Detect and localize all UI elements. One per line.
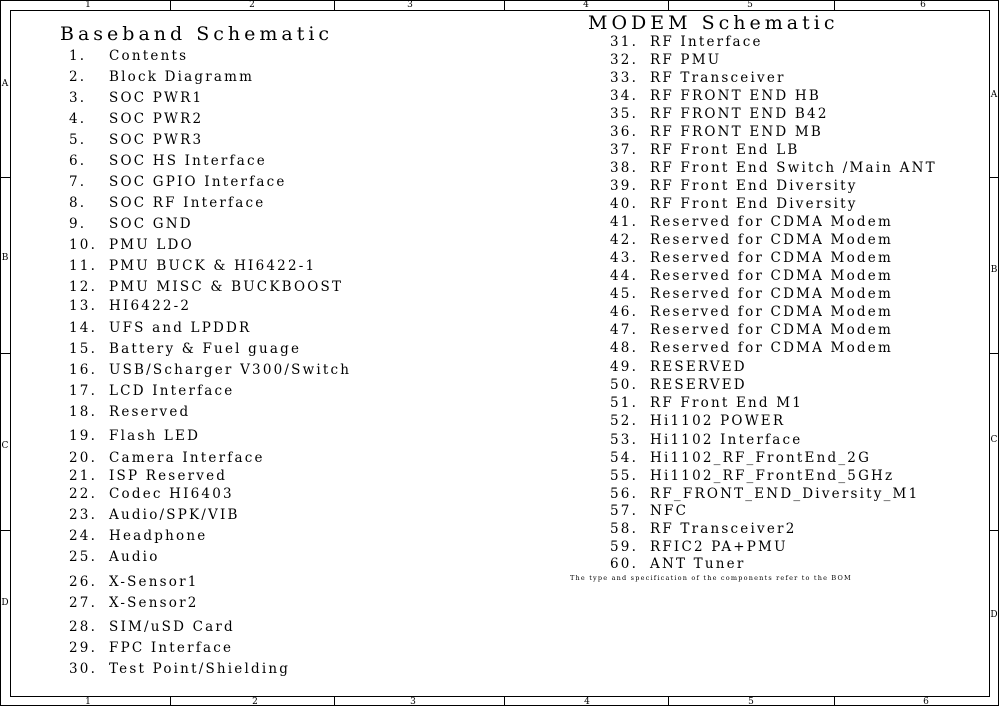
contents-entry <box>610 468 894 484</box>
entry-label: LCD Interface <box>109 383 235 399</box>
entry-number: 4. <box>69 111 87 127</box>
contents-entry <box>69 574 199 590</box>
entry-label: Reserved for CDMA Modem <box>650 232 893 248</box>
entry-label: RESERVED <box>650 359 747 375</box>
contents-entry <box>69 595 199 611</box>
entry-label: FPC Interface <box>109 640 234 656</box>
entry-label: RF FRONT END B42 <box>650 106 829 122</box>
zone-divider <box>989 530 999 531</box>
entry-number: 10. <box>69 237 98 253</box>
zone-column-label: 4 <box>583 0 589 10</box>
entry-label: SOC PWR2 <box>109 111 204 127</box>
entry-label: Reserved for CDMA Modem <box>650 286 893 302</box>
zone-row-label: D <box>990 610 998 620</box>
entry-label: SOC RF Interface <box>109 195 266 211</box>
entry-number: 34. <box>610 88 639 104</box>
contents-entry <box>69 174 287 190</box>
entry-number: 22. <box>69 486 98 502</box>
contents-entry <box>610 34 763 50</box>
contents-entry <box>69 48 188 64</box>
contents-entry <box>610 432 802 448</box>
entry-number: 47. <box>610 322 639 338</box>
contents-entry <box>610 106 829 122</box>
zone-row-label: C <box>990 435 998 445</box>
entry-number: 58. <box>610 521 639 537</box>
entry-number: 56. <box>610 486 639 502</box>
entry-number: 16. <box>69 362 98 378</box>
contents-entry <box>69 320 251 336</box>
entry-number: 26. <box>69 574 98 590</box>
contents-entry <box>610 160 937 176</box>
entry-label: RF_FRONT_END_Diversity_M1 <box>650 486 920 502</box>
entry-number: 11. <box>69 258 98 274</box>
entry-number: 41. <box>610 214 639 230</box>
zone-divider <box>170 696 171 706</box>
entry-number: 40. <box>610 196 639 212</box>
contents-entry <box>69 450 265 466</box>
entry-label: Audio/SPK/VIB <box>109 507 240 523</box>
contents-entry <box>69 298 191 314</box>
contents-entry <box>69 90 203 106</box>
contents-entry <box>69 383 235 399</box>
entry-number: 37. <box>610 142 639 158</box>
contents-entry <box>610 377 747 393</box>
entry-label: RESERVED <box>650 377 747 393</box>
contents-entry <box>69 549 160 565</box>
contents-entry <box>610 556 746 572</box>
bom-note: The type and specification of the components refer to the BOM <box>570 574 852 582</box>
entry-label: Hi1102_RF_FrontEnd_5GHz <box>650 468 895 484</box>
zone-row-label: C <box>1 441 9 451</box>
entry-number: 50. <box>610 377 639 393</box>
entry-label: Codec HI6403 <box>109 486 234 502</box>
zone-divider <box>170 0 171 10</box>
entry-number: 8. <box>69 195 87 211</box>
contents-entry <box>610 178 858 194</box>
entry-label: PMU LDO <box>109 237 194 253</box>
contents-entry <box>69 279 343 295</box>
entry-label: RF Front End LB <box>650 142 800 158</box>
entry-number: 60. <box>610 556 639 572</box>
zone-column-label: 6 <box>920 0 926 10</box>
zone-column-label: 3 <box>407 0 413 10</box>
entry-number: 49. <box>610 359 639 375</box>
entry-number: 35. <box>610 106 639 122</box>
contents-entry <box>69 132 203 148</box>
entry-label: Block Diagramm <box>109 69 255 85</box>
zone-divider <box>989 353 999 354</box>
zone-row-label: A <box>990 90 998 100</box>
entry-number: 28. <box>69 619 98 635</box>
entry-label: HI6422-2 <box>109 298 192 314</box>
entry-label: Flash LED <box>109 428 201 444</box>
entry-label: RF Transceiver <box>650 70 786 86</box>
contents-entry <box>610 539 788 555</box>
contents-entry <box>69 507 240 523</box>
entry-label: SOC PWR3 <box>109 132 204 148</box>
zone-divider <box>504 0 505 10</box>
entry-number: 38. <box>610 160 639 176</box>
entry-number: 45. <box>610 286 639 302</box>
entry-number: 30. <box>69 661 98 677</box>
contents-entry <box>610 142 800 158</box>
entry-label: Reserved for CDMA Modem <box>650 322 893 338</box>
entry-number: 48. <box>610 340 639 356</box>
entry-label: PMU MISC & BUCKBOOST <box>109 279 344 295</box>
contents-entry <box>610 88 821 104</box>
entry-number: 53. <box>610 432 639 448</box>
zone-divider <box>0 353 10 354</box>
zone-row-label: D <box>1 598 9 608</box>
entry-label: SOC GND <box>109 216 193 232</box>
entry-label: RF Front End Diversity <box>650 196 858 212</box>
entry-label: Hi1102 Interface <box>650 432 803 448</box>
entry-label: Audio <box>109 549 160 565</box>
contents-entry <box>610 52 721 68</box>
entry-label: SOC GPIO Interface <box>109 174 287 190</box>
contents-entry <box>69 640 233 656</box>
contents-entry <box>69 486 234 502</box>
contents-entry <box>610 359 747 375</box>
zone-divider <box>668 0 669 10</box>
contents-entry <box>610 450 871 466</box>
entry-number: 31. <box>610 34 639 50</box>
zone-column-label: 4 <box>584 697 590 707</box>
entry-label: RF FRONT END MB <box>650 124 824 140</box>
contents-entry <box>69 111 203 127</box>
entry-label: SOC PWR1 <box>109 90 204 106</box>
entry-label: RF Transceiver2 <box>650 521 797 537</box>
entry-number: 14. <box>69 320 98 336</box>
zone-divider <box>334 0 335 10</box>
contents-entry <box>610 232 893 248</box>
entry-number: 44. <box>610 268 639 284</box>
contents-entry <box>610 340 893 356</box>
contents-entry <box>69 69 254 85</box>
contents-entry <box>69 661 290 677</box>
entry-number: 20. <box>69 450 98 466</box>
entry-label: Hi1102 POWER <box>650 413 786 429</box>
entry-label: Reserved for CDMA Modem <box>650 214 893 230</box>
contents-entry <box>610 521 796 537</box>
entry-number: 5. <box>69 132 87 148</box>
entry-label: Headphone <box>109 528 208 544</box>
entry-number: 13. <box>69 298 98 314</box>
entry-label: Camera Interface <box>109 450 265 466</box>
zone-divider <box>504 696 505 706</box>
contents-entry <box>610 268 893 284</box>
entry-number: 1. <box>69 48 87 64</box>
contents-entry <box>69 428 200 444</box>
entry-label: RF PMU <box>650 52 722 68</box>
zone-column-label: 3 <box>410 697 416 707</box>
contents-entry <box>610 214 893 230</box>
entry-number: 36. <box>610 124 639 140</box>
entry-number: 7. <box>69 174 87 190</box>
entry-number: 6. <box>69 153 87 169</box>
zone-column-label: 1 <box>85 0 91 10</box>
modem-title: MODEM Schematic <box>588 12 839 34</box>
entry-label: SIM/uSD Card <box>109 619 235 635</box>
zone-row-label: A <box>1 79 9 89</box>
entry-label: NFC <box>650 503 689 519</box>
entry-label: ISP Reserved <box>109 468 228 484</box>
contents-entry <box>610 503 688 519</box>
entry-label: Test Point/Shielding <box>109 661 291 677</box>
entry-label: X-Sensor2 <box>109 595 199 611</box>
zone-divider <box>0 530 10 531</box>
entry-label: Reserved <box>109 404 191 420</box>
entry-number: 43. <box>610 250 639 266</box>
entry-label: PMU BUCK & HI6422-1 <box>109 258 317 274</box>
entry-number: 51. <box>610 395 639 411</box>
contents-entry <box>69 258 316 274</box>
contents-entry <box>69 468 227 484</box>
entry-number: 46. <box>610 304 639 320</box>
contents-entry <box>69 362 351 378</box>
entry-number: 29. <box>69 640 98 656</box>
contents-entry <box>69 404 190 420</box>
entry-label: UFS and LPDDR <box>109 320 252 336</box>
zone-divider <box>834 696 835 706</box>
entry-label: RF Front End Diversity <box>650 178 858 194</box>
entry-number: 24. <box>69 528 98 544</box>
entry-label: Contents <box>109 48 189 64</box>
entry-number: 19. <box>69 428 98 444</box>
entry-label: Reserved for CDMA Modem <box>650 268 893 284</box>
contents-entry <box>610 486 919 502</box>
entry-label: RF FRONT END HB <box>650 88 822 104</box>
zone-column-label: 5 <box>747 0 753 10</box>
entry-number: 54. <box>610 450 639 466</box>
contents-entry <box>610 196 858 212</box>
entry-label: ANT Tuner <box>650 556 746 572</box>
entry-number: 42. <box>610 232 639 248</box>
entry-label: RFIC2 PA+PMU <box>650 539 788 555</box>
entry-number: 23. <box>69 507 98 523</box>
entry-number: 39. <box>610 178 639 194</box>
entry-number: 17. <box>69 383 98 399</box>
entry-number: 32. <box>610 52 639 68</box>
contents-entry <box>610 286 893 302</box>
entry-number: 9. <box>69 216 87 232</box>
entry-label: SOC HS Interface <box>109 153 267 169</box>
contents-entry <box>69 528 207 544</box>
entry-label: USB/Scharger V300/Switch <box>109 362 352 378</box>
zone-column-label: 5 <box>748 697 754 707</box>
contents-entry <box>610 250 893 266</box>
zone-column-label: 2 <box>252 697 258 707</box>
zone-divider <box>334 696 335 706</box>
contents-entry <box>69 216 193 232</box>
contents-entry <box>610 70 786 86</box>
zone-column-label: 6 <box>923 697 929 707</box>
contents-entry <box>610 395 803 411</box>
zone-column-label: 2 <box>249 0 255 10</box>
baseband-title: Baseband Schematic <box>60 23 334 45</box>
contents-entry <box>69 619 235 635</box>
contents-entry <box>610 304 893 320</box>
zone-column-label: 1 <box>85 697 91 707</box>
contents-entry <box>69 237 194 253</box>
contents-entry <box>69 153 267 169</box>
entry-label: Reserved for CDMA Modem <box>650 304 893 320</box>
contents-entry <box>69 195 265 211</box>
contents-entry <box>69 341 301 357</box>
entry-number: 12. <box>69 279 98 295</box>
entry-label: RF Interface <box>650 34 763 50</box>
entry-number: 55. <box>610 468 639 484</box>
entry-number: 57. <box>610 503 639 519</box>
entry-number: 3. <box>69 90 87 106</box>
entry-label: Reserved for CDMA Modem <box>650 250 893 266</box>
zone-divider <box>668 696 669 706</box>
entry-label: RF Front End M1 <box>650 395 804 411</box>
entry-number: 15. <box>69 341 98 357</box>
entry-number: 33. <box>610 70 639 86</box>
entry-number: 27. <box>69 595 98 611</box>
entry-label: X-Sensor1 <box>109 574 199 590</box>
entry-label: Battery & Fuel guage <box>109 341 302 357</box>
entry-label: Hi1102_RF_FrontEnd_2G <box>650 450 872 466</box>
contents-entry <box>610 124 823 140</box>
entry-label: RF Front End Switch /Main ANT <box>650 160 937 176</box>
entry-label: Reserved for CDMA Modem <box>650 340 893 356</box>
entry-number: 25. <box>69 549 98 565</box>
zone-row-label: B <box>990 265 998 275</box>
entry-number: 59. <box>610 539 639 555</box>
zone-divider <box>989 177 999 178</box>
entry-number: 18. <box>69 404 98 420</box>
zone-row-label: B <box>1 253 9 263</box>
contents-entry <box>610 413 785 429</box>
entry-number: 2. <box>69 69 87 85</box>
contents-entry <box>610 322 893 338</box>
zone-divider <box>834 0 835 10</box>
zone-divider <box>0 177 10 178</box>
entry-number: 52. <box>610 413 639 429</box>
entry-number: 21. <box>69 468 98 484</box>
